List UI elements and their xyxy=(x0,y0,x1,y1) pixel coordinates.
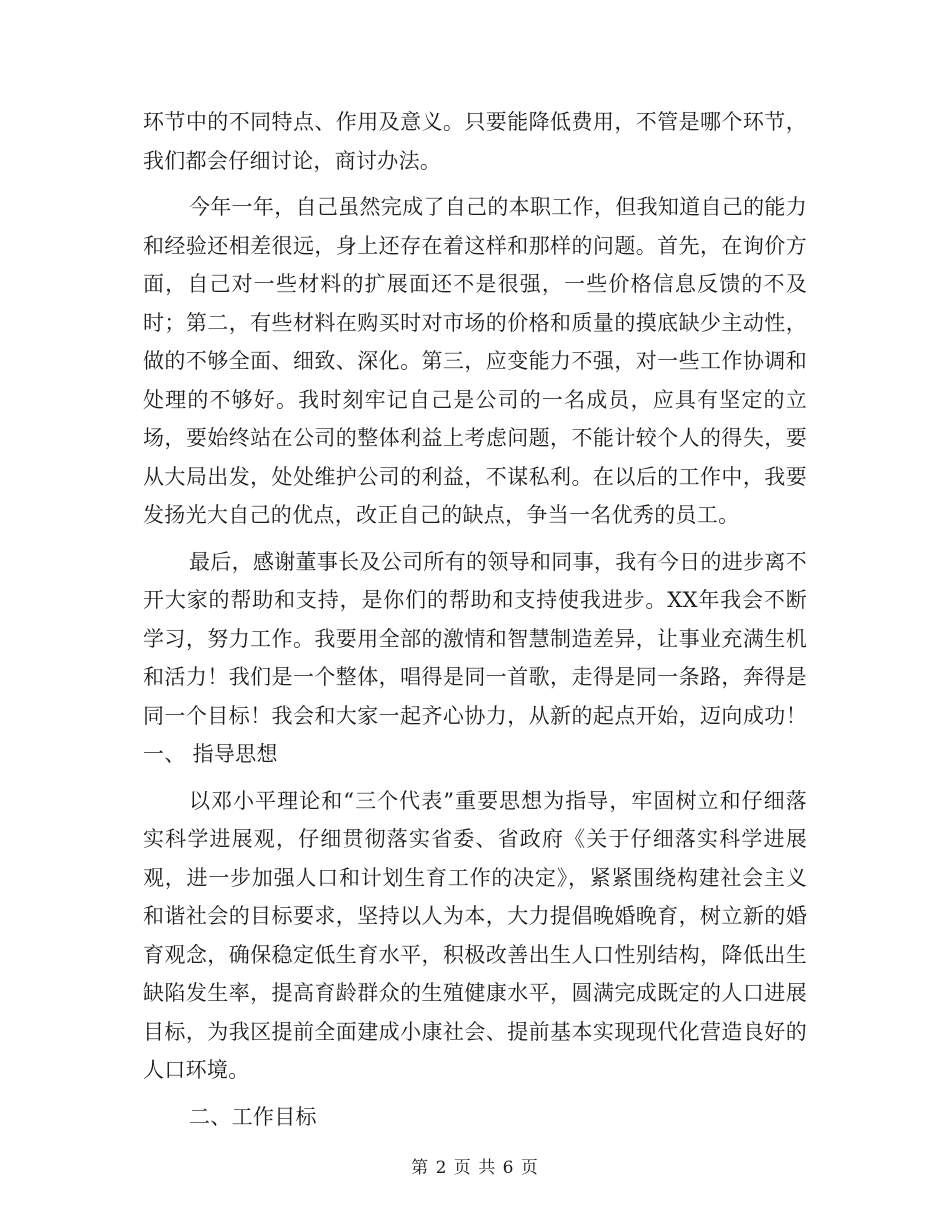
page-number-label: 第 2 页 共 6 页 xyxy=(411,1158,539,1178)
page-footer xyxy=(0,1153,950,1178)
section-heading-work-goals: 二、工作目标 xyxy=(189,1104,317,1129)
paragraph-4: 以邓小平理论和“三个代表”重要思想为指导，牢固树立和仔细落实科学进展观，仔细贯彻落实省委、省政府《关于仔细落实科学进展观，进一步加强人口和计划生育工作的决定》，紧紧围绕构建社会主义和谐社会的目标要求，坚持以人为本，大力提倡晚婚晚育，树立新的婚育观念，确保稳定低生育水平，积极改善出生人口性别结构，降低出生缺陷发生率，提高育龄群众的生殖健康水平，圆满完成既定的人口进展目标，为我区提前全面建成小康社会、提前基本实现现代化营造良好的人口环境。 xyxy=(143,788,807,1082)
paragraph-1: 环节中的不同特点、作用及意义。只要能降低费用，不管是哪个环节，我们都会仔细讨论，商讨办法。 xyxy=(143,110,807,173)
paragraph-2: 今年一年，自己虽然完成了自己的本职工作，但我知道自己的能力和经验还相差很远，身上还存在着这样和那样的问题。首先，在询价方面，自己对一些材料的扩展面还不是很强，一些价格信息反馈的不及时；第二，有些材料在购买时对市场的价格和质量的摸底缺少主动性，做的不够全面、细致、深化。第三，应变能力不强，对一些工作协调和处理的不够好。我时刻牢记自己是公司的一名成员，应具有坚定的立场，要始终站在公司的整体利益上考虑问题，不能计较个人的得失，要从大局出发，处处维护公司的利益，不谋私利。在以后的工作中，我要发扬光大自己的优点，改正自己的缺点，争当一名优秀的员工。 xyxy=(143,195,807,527)
paragraph-3: 最后，感谢董事长及公司所有的领导和同事，我有今日的进步离不开大家的帮助和支持，是你们的帮助和支持使我进步。XX年我会不断学习，努力工作。我要用全部的激情和智慧制造差异，让事业充满生机和活力！我们是一个整体，唱得是同一首歌，走得是同一条路，奔得是同一个目标！我会和大家一起齐心协力，从新的起点开始，迈向成功！一、 指导思想 xyxy=(143,549,807,766)
document-body xyxy=(143,103,807,1136)
